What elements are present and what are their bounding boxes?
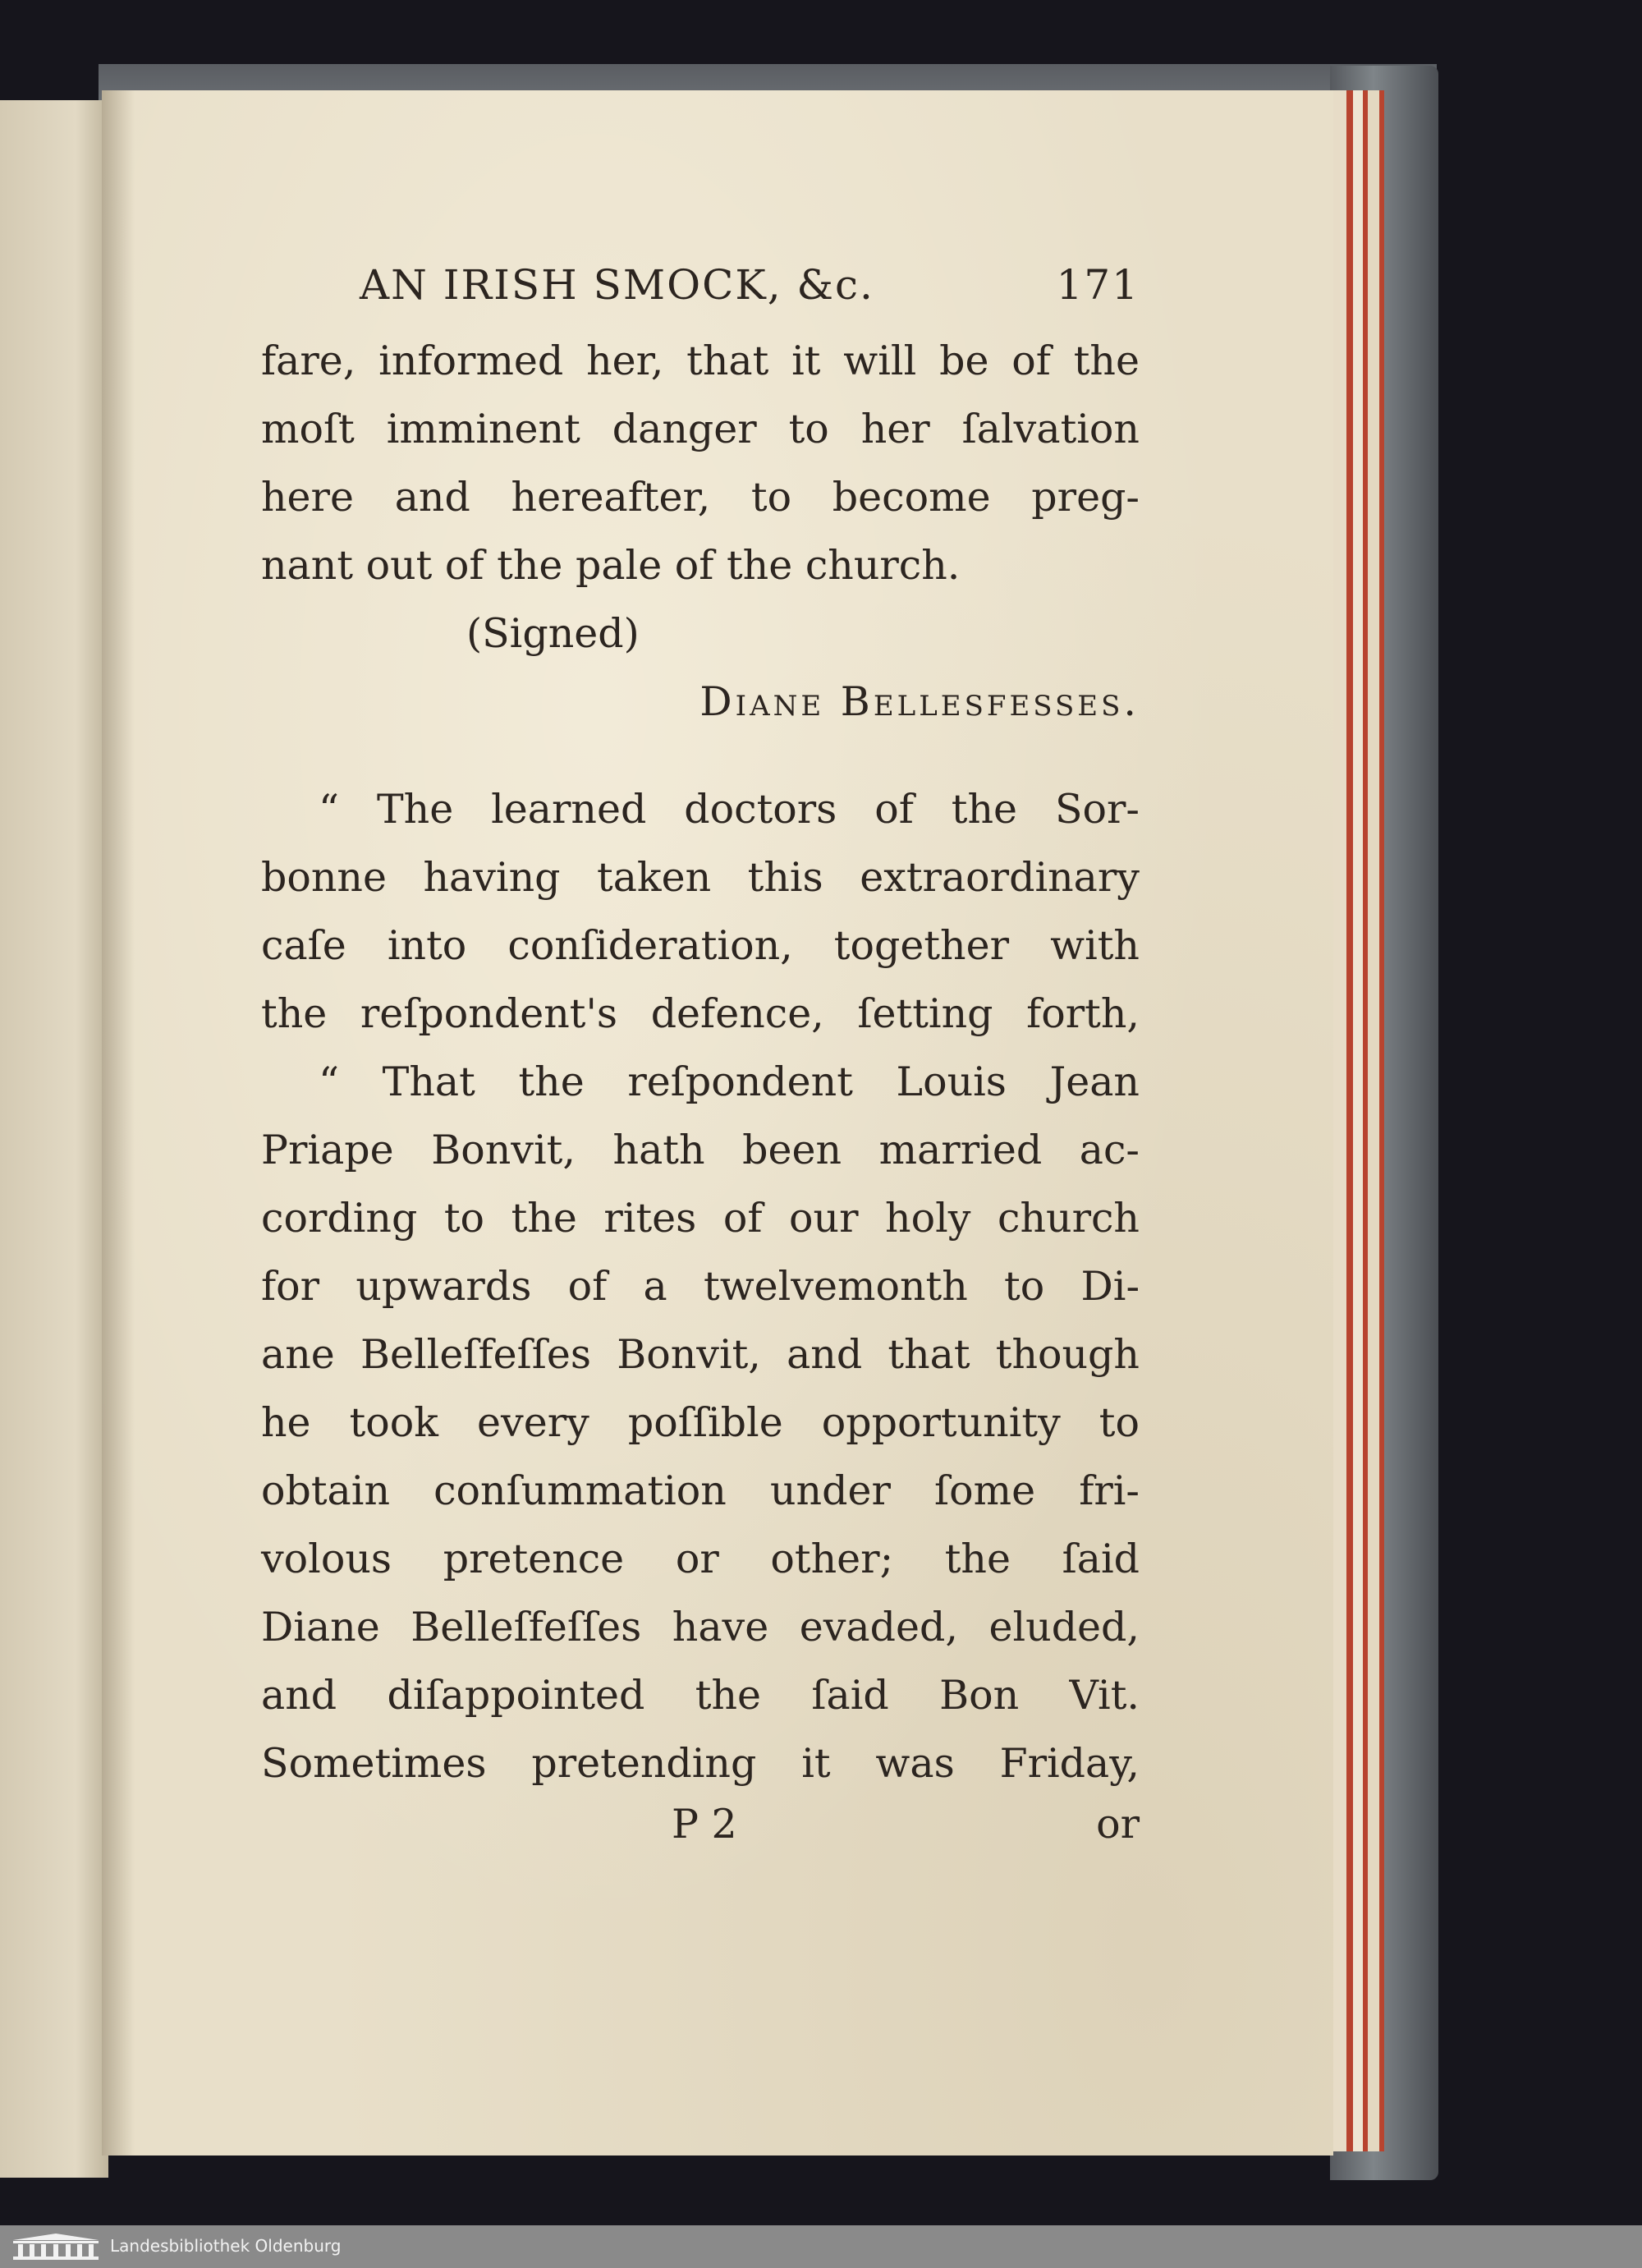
text-line: he took every poſſible opportunity to	[261, 1399, 1140, 1446]
page-stack-edge	[1353, 90, 1363, 2151]
page-stack-edge	[1332, 90, 1346, 2151]
page-footer	[261, 1801, 1140, 1866]
text-line: the reſpondent's defence, ſetting forth,	[261, 990, 1140, 1037]
page-text	[261, 261, 1140, 1866]
text-line: moſt imminent danger to her ſalvation	[261, 406, 1140, 452]
red-page-edge	[1346, 90, 1353, 2151]
running-header	[261, 261, 1140, 327]
text-line: nant out of the pale of the church.	[261, 542, 961, 589]
signature-name: Diane Bellesfesses.	[699, 678, 1140, 725]
library-bar	[0, 2225, 1642, 2268]
text-line: fare, informed her, that it will be of the	[261, 337, 1140, 384]
text-line: obtain conſummation under ſome fri-	[261, 1467, 1140, 1514]
running-title: AN IRISH SMOCK, &c.	[360, 261, 874, 309]
text-line: “ The learned doctors of the Sor-	[319, 786, 1140, 833]
signature-mark: P 2	[672, 1801, 737, 1848]
text-line: “ That the reſpondent Louis Jean	[319, 1058, 1140, 1105]
text-line: bonne having taken this extraordinary	[261, 854, 1140, 901]
text-line: caſe into conſideration, together with	[261, 922, 1140, 969]
text-line: Priape Bonvit, hath been married ac-	[261, 1127, 1140, 1173]
page-stack-edge	[1368, 90, 1379, 2151]
signed-label: (Signed)	[466, 610, 640, 657]
red-page-edge	[1379, 90, 1384, 2151]
text-line: volous pretence or other; the ſaid	[261, 1536, 1140, 1582]
text-line: Diane Belleſfeſſes have evaded, eluded,	[261, 1604, 1140, 1650]
catchword: or	[1096, 1801, 1140, 1848]
text-line: cording to the rites of our holy church	[261, 1195, 1140, 1242]
library-name: Landesbibliothek Oldenburg	[110, 2236, 342, 2256]
gutter-shadow	[102, 90, 135, 2156]
page-number: 171	[1056, 261, 1140, 309]
text-line: ane Belleſfeſſes Bonvit, and that though	[261, 1331, 1140, 1378]
text-line: for upwards of a twelvemonth to Di-	[261, 1263, 1140, 1310]
text-line: here and hereafter, to become preg-	[261, 474, 1140, 521]
paragraph-gap	[261, 736, 1140, 775]
text-line: Sometimes pretending it was Friday,	[261, 1740, 1140, 1787]
library-building-icon	[11, 2232, 100, 2261]
facing-page-edge	[0, 100, 108, 2178]
text-line: and diſappointed the ſaid Bon Vit.	[261, 1672, 1140, 1719]
